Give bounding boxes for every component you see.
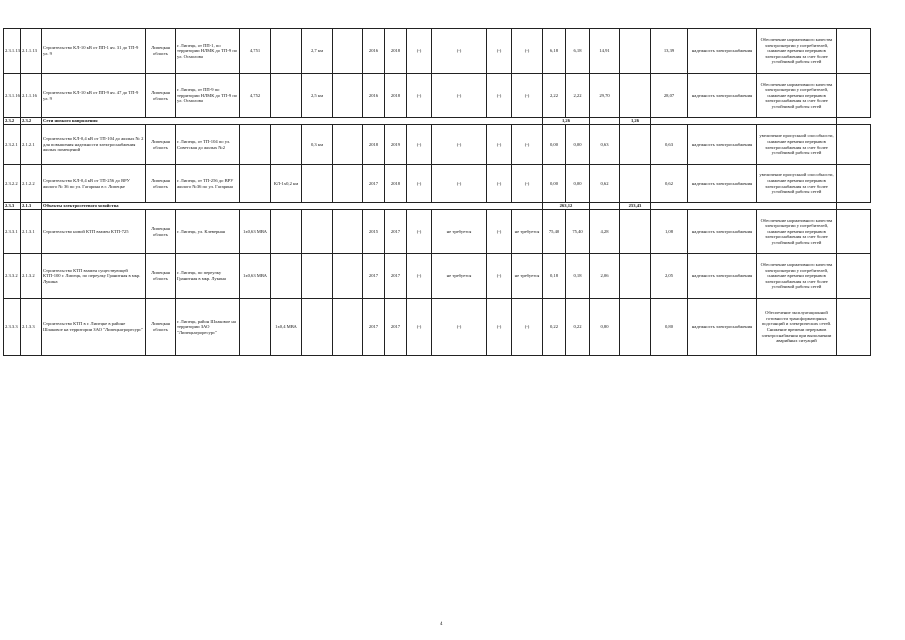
cell-c2: 2.1.3: [21, 203, 42, 210]
cell-c21: надежность электроснабжения: [688, 74, 757, 118]
cell-c10: 2018: [363, 125, 385, 165]
cell-c20: 1,08: [651, 210, 688, 254]
cell-v1: 1,26: [543, 118, 590, 125]
cell-c19: [620, 254, 651, 299]
cell-c14: (-): [487, 299, 512, 356]
section-row: [4, 203, 871, 210]
cell-c20: 0,63: [651, 125, 688, 165]
cell-c12: (-): [407, 299, 432, 356]
cell-c1: 2.3.3.2: [4, 254, 21, 299]
cell-c23: [837, 29, 871, 74]
cell-c1: 2.3.2.1: [4, 125, 21, 165]
cell-c19: [620, 165, 651, 203]
cell-c4: Липецкая область: [146, 299, 176, 356]
cell-c3: Строительство КЛ-0,4 кВ от ТП-104 до жилых № 2 для повышения надежности электроснабжения жилых помещений: [42, 125, 146, 165]
cell-c20: 13,39: [651, 29, 688, 74]
cell-c7: [271, 254, 302, 299]
cell-c9: [333, 29, 363, 74]
cell-c5: г. Липецк, ул. Клеверная: [176, 210, 240, 254]
cell-c7: КЛ-1х0,2 км: [271, 165, 302, 203]
cell-c2: 2.1.3.2: [21, 254, 42, 299]
cell-c13: (-): [432, 299, 487, 356]
cell-c22: увеличение пропускной способности, снижение времени перерывов электроснабжения за счет более устойчивой работы сетей: [757, 125, 837, 165]
cell-c17: 75,40: [566, 210, 590, 254]
cell-c3: Строительство новой КТП взамен КТП-725: [42, 210, 146, 254]
section-row: [4, 118, 871, 125]
cell-c23: [837, 254, 871, 299]
cell-c16: 0,00: [543, 165, 566, 203]
cell-_e1: [590, 118, 620, 125]
cell-c18: 0,63: [590, 125, 620, 165]
cell-c9: [333, 74, 363, 118]
cell-c7: [271, 29, 302, 74]
cell-c3: Строительство КТП в г. Липецке в районе Шлаковое на территории ЗАО "Липецкагроресурс": [42, 299, 146, 356]
cell-c8: 2,7 км: [302, 29, 333, 74]
cell-c14: (-): [487, 210, 512, 254]
table-row: [4, 210, 871, 254]
cell-c1: 2.3.3.3: [4, 299, 21, 356]
cell-c20: 28,07: [651, 74, 688, 118]
cell-c1: 2.3.1.13: [4, 29, 21, 74]
cell-c18: 2,06: [590, 254, 620, 299]
cell-c7: [271, 125, 302, 165]
cell-c18: 0,80: [590, 299, 620, 356]
cell-c10: 2015: [363, 210, 385, 254]
cell-c8: [302, 165, 333, 203]
cell-c17: 0,18: [566, 254, 590, 299]
cell-c7: [271, 210, 302, 254]
cell-c11: 2018: [385, 165, 407, 203]
cell-c8: [302, 254, 333, 299]
cell-c9: [333, 210, 363, 254]
investment-program-table: [3, 28, 871, 356]
cell-c8: 2,5 км: [302, 74, 333, 118]
cell-c2: 2.1.2.1: [21, 125, 42, 165]
cell-c7: 1х0,4 МВА: [271, 299, 302, 356]
cell-c14: (-): [487, 29, 512, 74]
cell-c5: г. Липецк, от ТП-256 до ВРУ жилого №36 по ул. Гагарина: [176, 165, 240, 203]
cell-c9: [333, 125, 363, 165]
table-row: [4, 254, 871, 299]
cell-c1: 2.3.1.16: [4, 74, 21, 118]
cell-c16: 6,18: [543, 29, 566, 74]
cell-c15: (-): [512, 165, 543, 203]
cell-_e2: [651, 118, 837, 125]
cell-c16: 0,22: [543, 299, 566, 356]
cell-c23: [837, 74, 871, 118]
cell-c3: Строительство КЛ-10 кВ от ПП-9 яч. 47 до ТП-9 ул. 9: [42, 74, 146, 118]
cell-c5: г. Липецк, от ТП-104 по ул. Советская до жилых №2: [176, 125, 240, 165]
cell-c8: [302, 210, 333, 254]
cell-c14: (-): [487, 74, 512, 118]
cell-c17: 0,00: [566, 125, 590, 165]
cell-c3: Строительство КЛ-0,4 кВ от ТП-256 до ВРУ жилого № 36 по ул. Гагарина в г. Липецке: [42, 165, 146, 203]
cell-c11: 2017: [385, 210, 407, 254]
cell-c16: 75,40: [543, 210, 566, 254]
cell-v2: 1,26: [620, 118, 651, 125]
cell-c23: [837, 165, 871, 203]
cell-c8: [302, 299, 333, 356]
cell-c23: [837, 299, 871, 356]
cell-c10: 2017: [363, 254, 385, 299]
cell-c8: 0,3 км: [302, 125, 333, 165]
cell-c6: 4,752: [240, 74, 271, 118]
cell-c2: 2.1.3.1: [21, 210, 42, 254]
cell-c13: (-): [432, 125, 487, 165]
cell-c4: Липецкая область: [146, 254, 176, 299]
cell-c10: 2017: [363, 165, 385, 203]
cell-_e1: [590, 203, 620, 210]
cell-c17: 2,22: [566, 74, 590, 118]
cell-c10: 2016: [363, 74, 385, 118]
cell-c10: 2016: [363, 29, 385, 74]
cell-c1: 2.3.3.1: [4, 210, 21, 254]
cell-c15: (-): [512, 29, 543, 74]
table-row: [4, 74, 871, 118]
cell-c14: (-): [487, 165, 512, 203]
cell-c20: 0,80: [651, 299, 688, 356]
table-row: [4, 125, 871, 165]
cell-c15: (-): [512, 299, 543, 356]
cell-c6: [240, 165, 271, 203]
cell-c18: 14,91: [590, 29, 620, 74]
cell-c16: 2,22: [543, 74, 566, 118]
cell-c17: 6,18: [566, 29, 590, 74]
cell-c12: (-): [407, 210, 432, 254]
cell-c11: 2017: [385, 299, 407, 356]
cell-c15: не требуется: [512, 254, 543, 299]
cell-c13: не требуется: [432, 254, 487, 299]
cell-c4: Липецкая область: [146, 165, 176, 203]
cell-c15: не требуется: [512, 210, 543, 254]
cell-c13: не требуется: [432, 210, 487, 254]
cell-c3: Строительство КЛ-10 кВ от ПП-1 яч. 31 до ТП-9 ул. 9: [42, 29, 146, 74]
cell-c6: 1х0,63 МВА: [240, 254, 271, 299]
cell-c5: г. Липецк, район Шлаковое на территории ЗАО "Липецкагроресурс": [176, 299, 240, 356]
cell-c11: 2018: [385, 74, 407, 118]
cell-c19: [620, 29, 651, 74]
cell-c23: [837, 210, 871, 254]
cell-v2: 253,43: [620, 203, 651, 210]
cell-c18: 4,28: [590, 210, 620, 254]
table-row: [4, 299, 871, 356]
cell-_e2: [651, 203, 837, 210]
cell-c12: (-): [407, 125, 432, 165]
cell-c17: 0,22: [566, 299, 590, 356]
cell-c20: 0,62: [651, 165, 688, 203]
cell-c5: г. Липецк, от ПП-1, по территории НЛМК до ТП-9 по ул. Осмолова: [176, 29, 240, 74]
cell-c2: 2.1.1.16: [21, 74, 42, 118]
cell-c12: (-): [407, 29, 432, 74]
cell-c17: 0,00: [566, 165, 590, 203]
cell-c21: надежность электроснабжения: [688, 165, 757, 203]
cell-c11: 2018: [385, 29, 407, 74]
cell-c12: (-): [407, 165, 432, 203]
cell-c9: [333, 299, 363, 356]
cell-c6: 1х0,63 МВА: [240, 210, 271, 254]
cell-title: Сети низкого напряжения: [42, 118, 543, 125]
cell-c12: (-): [407, 254, 432, 299]
cell-c15: (-): [512, 125, 543, 165]
cell-c14: (-): [487, 254, 512, 299]
cell-c22: Обеспечение нормативного качества электроэнергии у потребителей, снижение времени перерывов электроснабжения за счет более устойчивой работы сетей: [757, 254, 837, 299]
cell-c9: [333, 165, 363, 203]
cell-c21: надежность электроснабжения: [688, 29, 757, 74]
cell-c7: [271, 74, 302, 118]
cell-c1: 2.3.2.2: [4, 165, 21, 203]
cell-c23: [837, 125, 871, 165]
cell-c10: 2017: [363, 299, 385, 356]
cell-c4: Липецкая область: [146, 74, 176, 118]
cell-c11: 2017: [385, 254, 407, 299]
cell-c11: 2019: [385, 125, 407, 165]
cell-c19: [620, 210, 651, 254]
cell-c13: (-): [432, 165, 487, 203]
cell-c6: [240, 299, 271, 356]
cell-c13: (-): [432, 74, 487, 118]
cell-c15: (-): [512, 74, 543, 118]
cell-c6: 4,751: [240, 29, 271, 74]
cell-c19: [620, 299, 651, 356]
cell-c13: (-): [432, 29, 487, 74]
cell-c4: Липецкая область: [146, 210, 176, 254]
cell-c3: Строительство КТП взамен существующей КТП-100 г. Липецк, по переулку Гранитная в мкр. Лукина: [42, 254, 146, 299]
cell-c16: 0,00: [543, 125, 566, 165]
cell-c5: г. Липецк, по переулку Гранитная в мкр. Лукина: [176, 254, 240, 299]
cell-c20: 2,05: [651, 254, 688, 299]
table-row: [4, 29, 871, 74]
cell-c22: Обеспечение нормативного качества электроэнергии у потребителей, снижение времени перерывов электроснабжения за счет более устойчивой работы сетей: [757, 210, 837, 254]
cell-c1: 2.3.2: [4, 118, 21, 125]
cell-c19: [620, 125, 651, 165]
cell-c2: 2.1.3.3: [21, 299, 42, 356]
cell-c18: 29,70: [590, 74, 620, 118]
cell-c2: 2.1.2.2: [21, 165, 42, 203]
cell-c6: [240, 125, 271, 165]
cell-c2: 2.1.1.13: [21, 29, 42, 74]
table-row: [4, 165, 871, 203]
cell-c22: Обеспечение нормативного качества электроэнергии у потребителей, снижение времени перерывов электроснабжения за счет более устойчивой работы сетей: [757, 74, 837, 118]
cell-c9: [333, 254, 363, 299]
cell-c22: Обеспечение нормативного качества электроэнергии у потребителей, снижение времени перерывов электроснабжения за счет более устойчивой работы сетей: [757, 29, 837, 74]
cell-title: Объекты электросетевого хозяйства: [42, 203, 543, 210]
cell-c5: г. Липецк, от ПП-9 по территории НЛМК до ТП-9 по ул. Осмолова: [176, 74, 240, 118]
cell-c1: 2.3.3: [4, 203, 21, 210]
cell-c12: (-): [407, 74, 432, 118]
cell-c2: 2.3.2: [21, 118, 42, 125]
cell-c16: 0,18: [543, 254, 566, 299]
cell-c4: Липецкая область: [146, 29, 176, 74]
cell-c22: увеличение пропускной способности, снижение времени перерывов электроснабжения за счет более устойчивой работы сетей: [757, 165, 837, 203]
cell-c22: Обеспечение эксплуатационной готовности трансформаторных подстанций и электрических сетей. Снижение времени перерывов электроснабжения при выполнении аварийных ситуаций: [757, 299, 837, 356]
cell-c4: Липецкая область: [146, 125, 176, 165]
cell-c19: [620, 74, 651, 118]
cell-c14: (-): [487, 125, 512, 165]
cell-c21: надежность электроснабжения: [688, 125, 757, 165]
cell-c21: надежность электроснабжения: [688, 254, 757, 299]
page-number: 4: [440, 622, 443, 627]
cell-c21: надежность электроснабжения: [688, 299, 757, 356]
cell-v1: 263,12: [543, 203, 590, 210]
cell-c18: 0,62: [590, 165, 620, 203]
cell-c21: надежность электроснабжения: [688, 210, 757, 254]
